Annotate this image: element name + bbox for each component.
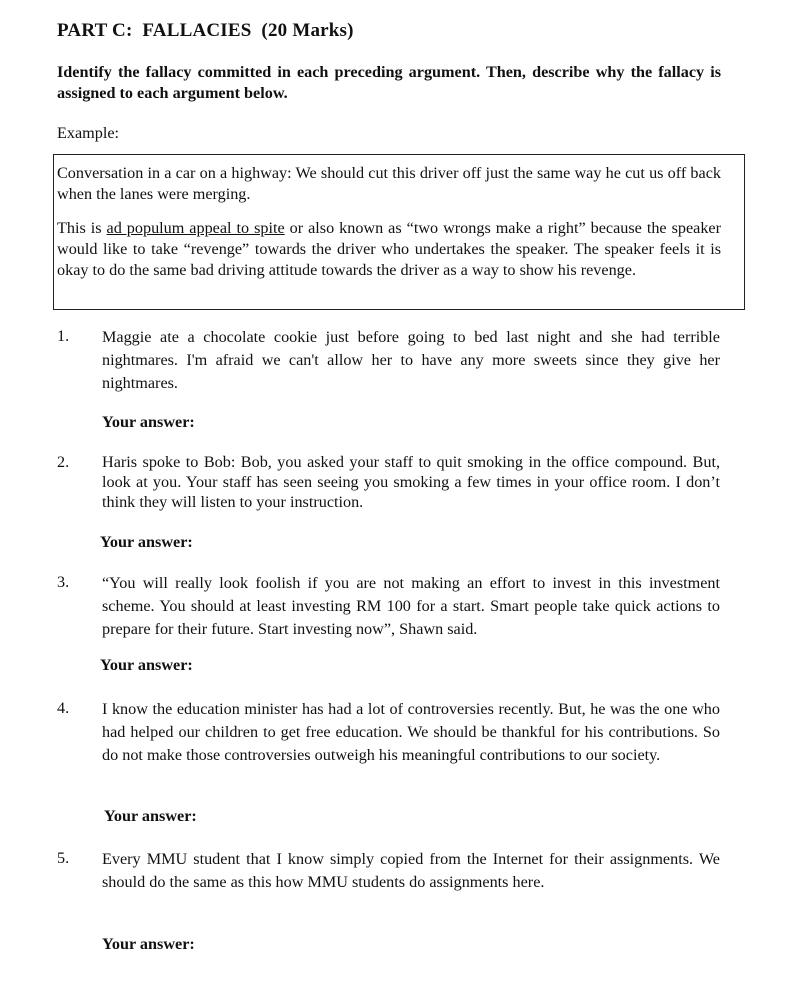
question-number: 4. xyxy=(57,699,70,717)
question-number: 3. xyxy=(57,573,70,591)
example-box xyxy=(53,154,745,310)
question-text: Maggie ate a chocolate cookie just before going to bed last night and she had terrible nightmares. I'm afraid we can't allow her to have any more sweets since they give her nightmares. xyxy=(102,328,720,392)
example-fallacy-name: ad populum appeal to spite xyxy=(106,219,285,237)
instructions: Identify the fallacy committed in each preceding argument. Then, describe why the fallacy is assigned to each argument below. xyxy=(57,63,721,102)
example-scenario: Conversation in a car on a highway: We should cut this driver off just the same way he cut us off back when the lanes were merging. xyxy=(57,164,721,203)
example-explanation-prefix: This is xyxy=(57,219,107,237)
example-label: Example: xyxy=(57,124,120,142)
question-text: Every MMU student that I know simply copied from the Internet for their assignments. We should do the same as this how MMU students do assignments here. xyxy=(102,850,720,891)
example-explanation-rest: or also known as “two wrongs make a right” because the speaker would like to take “revenge” towards the driver who undertakes the speaker. The speaker feels it is okay to do the same bad driving attitude towards the driver as a way to show his revenge. xyxy=(57,219,722,279)
question-number: 5. xyxy=(57,849,70,867)
question-text: “You will really look foolish if you are not making an effort to invest in this investment scheme. You should at least investing RM 100 for a start. Smart people take quick actions to prepare for their future. Start investing now”, Shawn said. xyxy=(102,574,720,638)
answer-label: Your answer: xyxy=(102,413,195,431)
question-number: 2. xyxy=(57,453,70,471)
answer-label: Your answer: xyxy=(100,656,193,674)
example-explanation xyxy=(57,218,721,281)
page-title: PART C: FALLACIES (20 Marks) xyxy=(57,20,354,41)
question-number: 1. xyxy=(57,327,70,345)
answer-label: Your answer: xyxy=(104,807,197,825)
answer-label: Your answer: xyxy=(100,533,193,551)
answer-label: Your answer: xyxy=(102,935,195,953)
question-text: I know the education minister has had a lot of controversies recently. But, he was the one who had helped our children to get free education. We should be thankful for his contributions. So do not make those controversies outweigh his meaningful contributions to our society. xyxy=(102,700,720,764)
question-text: Haris spoke to Bob: Bob, you asked your staff to quit smoking in the office compound. But, look at you. Your staff has seen seeing you smoking a few times in your office room. I don’t think they will listen to your instruction. xyxy=(102,453,720,511)
